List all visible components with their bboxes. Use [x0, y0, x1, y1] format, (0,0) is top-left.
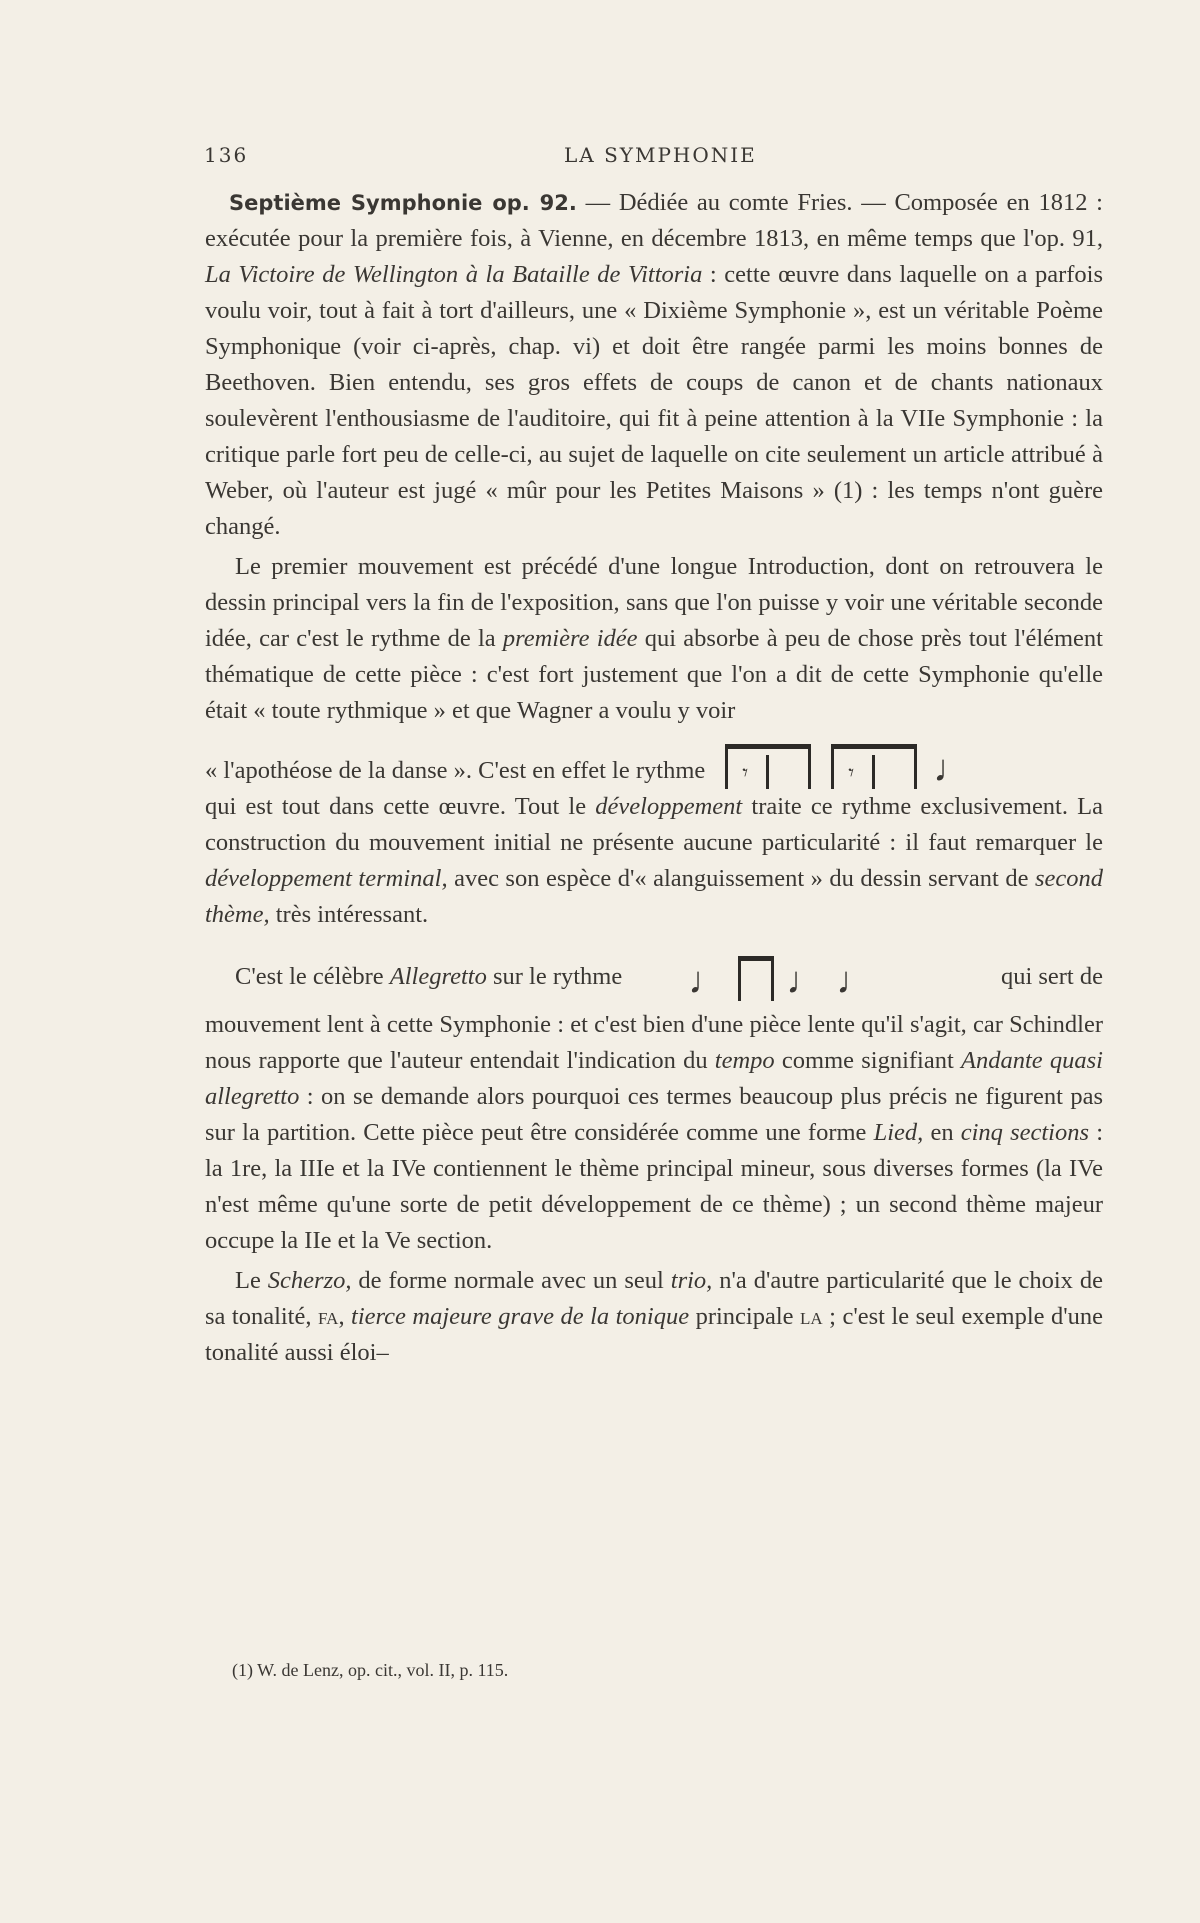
allegretto-rhythm-figure — [682, 953, 880, 1001]
allegretto-line: C'est le célèbre Allegretto sur le rythme ♩ ♩ ♩ qui sert de — [205, 947, 1103, 1007]
body-text — [205, 185, 1103, 1371]
section-title: Septième Symphonie op. 92. — [229, 191, 577, 215]
paragraph-scherzo: Le Scherzo, de forme normale avec un seul trio, n'a d'autre particularité que le choix de sa tonalité, fa, tierce majeure grave de la tonique principale la ; c'est le seul exemple d'une tonalité aussi éloi– — [205, 1267, 1104, 1366]
running-title: LA SYMPHONIE — [564, 143, 757, 167]
paragraph-allegretto: mouvement lent à cette Symphonie : et c'est bien d'une pièce lente qu'il s'agit, car Schindler nous rapporte que l'auteur entendait l'indication du tempo comme signifiant Andante quasi allegretto : on se demande alors pourquoi ces termes beaucoup plus précis ne figurent pas sur la partition. Cette pièce peut être considérée comme une forme Lied, en cinq sections : la 1re, la IIIe et la IVe contiennent le thème principal mineur, sous diverses formes (la IVe n'est même qu'une sorte de petit développement de ce thème) ; un second thème majeur occupe la IIe et la Ve section. — [205, 1011, 1104, 1254]
rhythm-notation-figure — [715, 741, 977, 789]
beamed-notes-icon: 𝄾 — [725, 744, 811, 789]
rhythm-line: « l'apothéose de la danse ». C'est en effet le rythme 𝄾 𝄾 ♩ — [205, 733, 1103, 789]
page-header — [204, 143, 1104, 173]
eighth-notes-icon — [738, 956, 774, 1001]
paragraph-first-movement: Le premier mouvement est précédé d'une longue Introduction, dont on retrouvera le dessin principal vers la fin de l'exposition, sans que l'on puisse y voir une véritable seconde idée, car c'est le rythme de la première idée qui absorbe à peu de chose près tout l'élément thématique de cette pièce : c'est fort justement que l'on a dit de cette Symphonie qu'elle était « toute rythmique » et que Wagner a voulu y voir — [205, 553, 1103, 724]
paragraph-seventh-symphony: Septième Symphonie op. 92. — Dédiée au comte Fries. — Composée en 1812 : exécutée pour la première fois, à Vienne, en décembre 1813, en même temps que l'op. 91, La Victoire de Wellington à la Bataille de Vittoria : cette œuvre dans laquelle on a parfois voulu voir, tout à fait à tort d'ailleurs, une « Dixième Symphonie », est un véritable Poème Symphonique (voir ci-après, chap. vi) et doit être rangée parmi les moins bonnes de Beethoven. Bien entendu, ses gros effets de coups de canon et de chants nationaux soulevèrent l'enthousiasme de l'auditoire, qui fit à peine attention à la VIIe Symphonie : la critique parle fort peu de celle-ci, au sujet de laquelle on cite seulement un article attribué à Weber, où l'auteur est jugé « mûr pour les Petites Maisons » (1) : les temps n'ont guère changé. — [205, 189, 1103, 540]
quarter-note-icon: ♩ — [836, 960, 875, 1002]
footnote: (1) W. de Lenz, op. cit., vol. II, p. 115. — [232, 1660, 509, 1680]
paragraph-first-movement-cont: qui est tout dans cette œuvre. Tout le développement traite ce rythme exclusivement. La construction du mouvement initial ne présente aucune particularité : il faut remarquer le développement terminal, avec son espèce d'« alanguissement » du dessin servant de second thème, très intéressant. — [205, 793, 1104, 928]
beamed-notes-icon: 𝄾 — [831, 744, 917, 789]
quarter-note-icon: ♩ — [786, 960, 825, 1002]
quarter-note-icon: ♩ — [688, 960, 727, 1002]
quarter-note-icon: ♩ — [933, 748, 972, 790]
page-number: 136 — [204, 143, 249, 167]
